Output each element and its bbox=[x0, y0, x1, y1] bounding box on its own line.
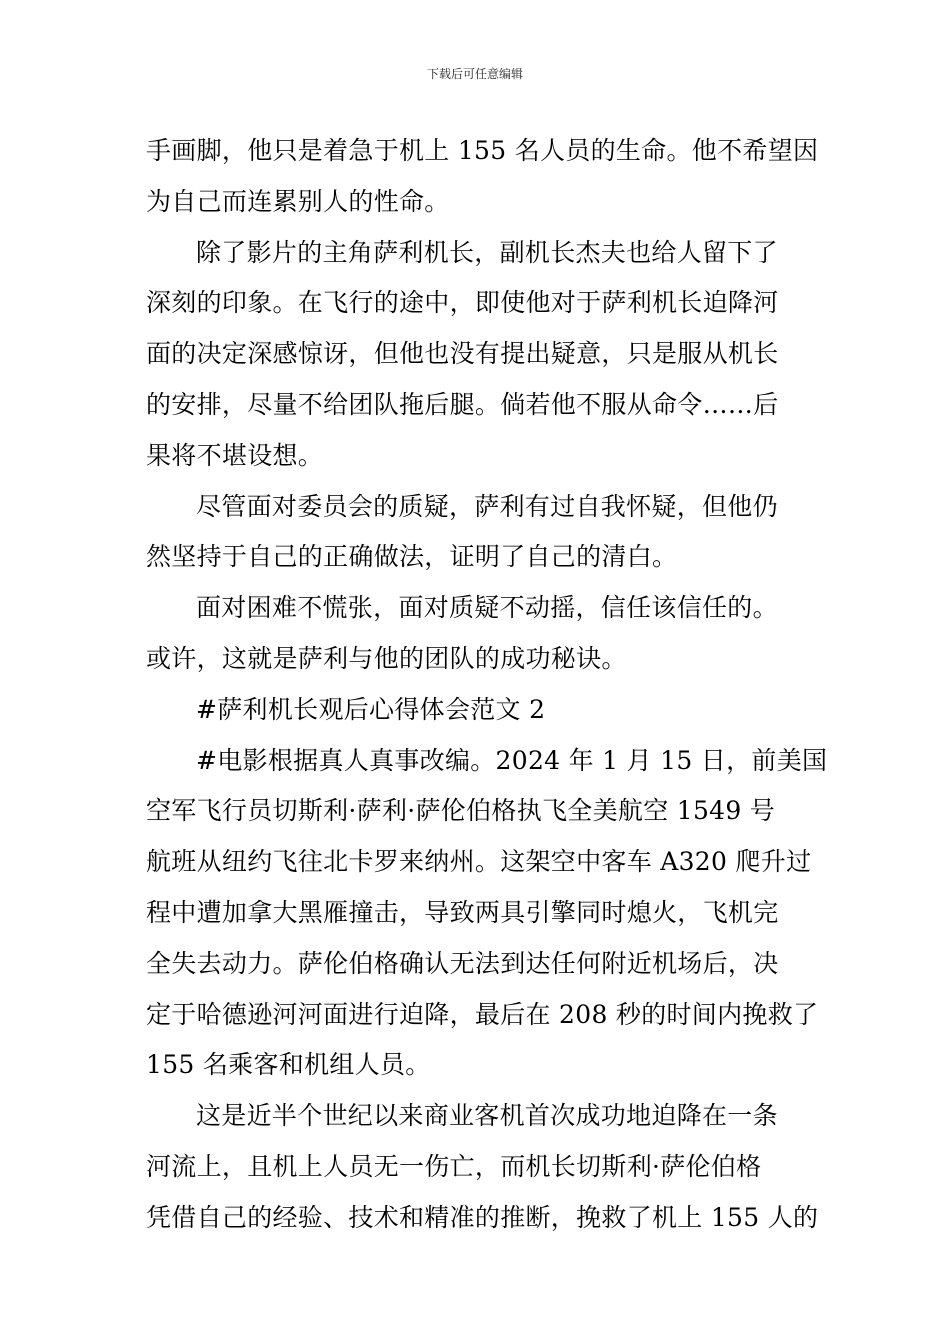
paragraph-start-line: 尽管面对委员会的质疑，萨利有过自我怀疑，但他仍 bbox=[196, 491, 778, 521]
paragraph-start-line: #电影根据真人真事改编。2024 年 1 月 15 日，前美国 bbox=[196, 745, 828, 775]
text-line: 面的决定深感惊讶，但他也没有提出疑意，只是服从机长 bbox=[146, 339, 779, 369]
paragraph-start-line: 这是近半个世纪以来商业客机首次成功地迫降在一条 bbox=[196, 1101, 778, 1131]
text-line: 定于哈德逊河河面进行迫降，最后在 208 秒的时间内挽救了 bbox=[146, 999, 819, 1029]
text-line: 为自己而连累别人的性命。 bbox=[146, 186, 450, 216]
text-line: 全失去动力。萨伦伯格确认无法到达任何附近机场后，决 bbox=[146, 948, 779, 978]
text-line: 程中遭加拿大黑雁撞击，导致两具引擎同时熄火，飞机完 bbox=[146, 897, 779, 927]
text-line: 手画脚，他只是着急于机上 155 名人员的生命。他不希望因 bbox=[146, 136, 819, 165]
text-line: 的安排，尽量不给团队拖后腿。倘若他不服从命令……后 bbox=[146, 389, 779, 419]
text-line: 155 名乘客和机组人员。 bbox=[146, 1050, 431, 1080]
text-line: 或许，这就是萨利与他的团队的成功秘诀。 bbox=[146, 643, 627, 673]
text-line: 航班从纽约飞往北卡罗来纳州。这架空中客车 A320 爬升过 bbox=[146, 847, 812, 877]
page-header-note: 下载后可任意编辑 bbox=[426, 67, 523, 81]
section-heading: #萨利机长观后心得体会范文 2 bbox=[196, 694, 546, 724]
text-line: 凭借自己的经验、技术和精准的推断，挽救了机上 155 人的 bbox=[146, 1202, 819, 1232]
text-line: 然坚持于自己的正确做法，证明了自己的清白。 bbox=[146, 542, 678, 572]
text-line: 深刻的印象。在飞行的途中，即使他对于萨利机长迫降河 bbox=[146, 288, 779, 318]
text-line: 空军飞行员切斯利·萨利·萨伦伯格执飞全美航空 1549 号 bbox=[146, 796, 776, 826]
document-body bbox=[146, 126, 828, 1244]
text-line: 果将不堪设想。 bbox=[146, 440, 324, 470]
paragraph-start-line: 除了影片的主角萨利机长，副机长杰夫也给人留下了 bbox=[196, 237, 778, 267]
text-line: 河流上，且机上人员无一伤亡，而机长切斯利·萨伦伯格 bbox=[146, 1151, 762, 1181]
paragraph-start-line: 面对困难不慌张，面对质疑不动摇，信任该信任的。 bbox=[196, 593, 778, 623]
